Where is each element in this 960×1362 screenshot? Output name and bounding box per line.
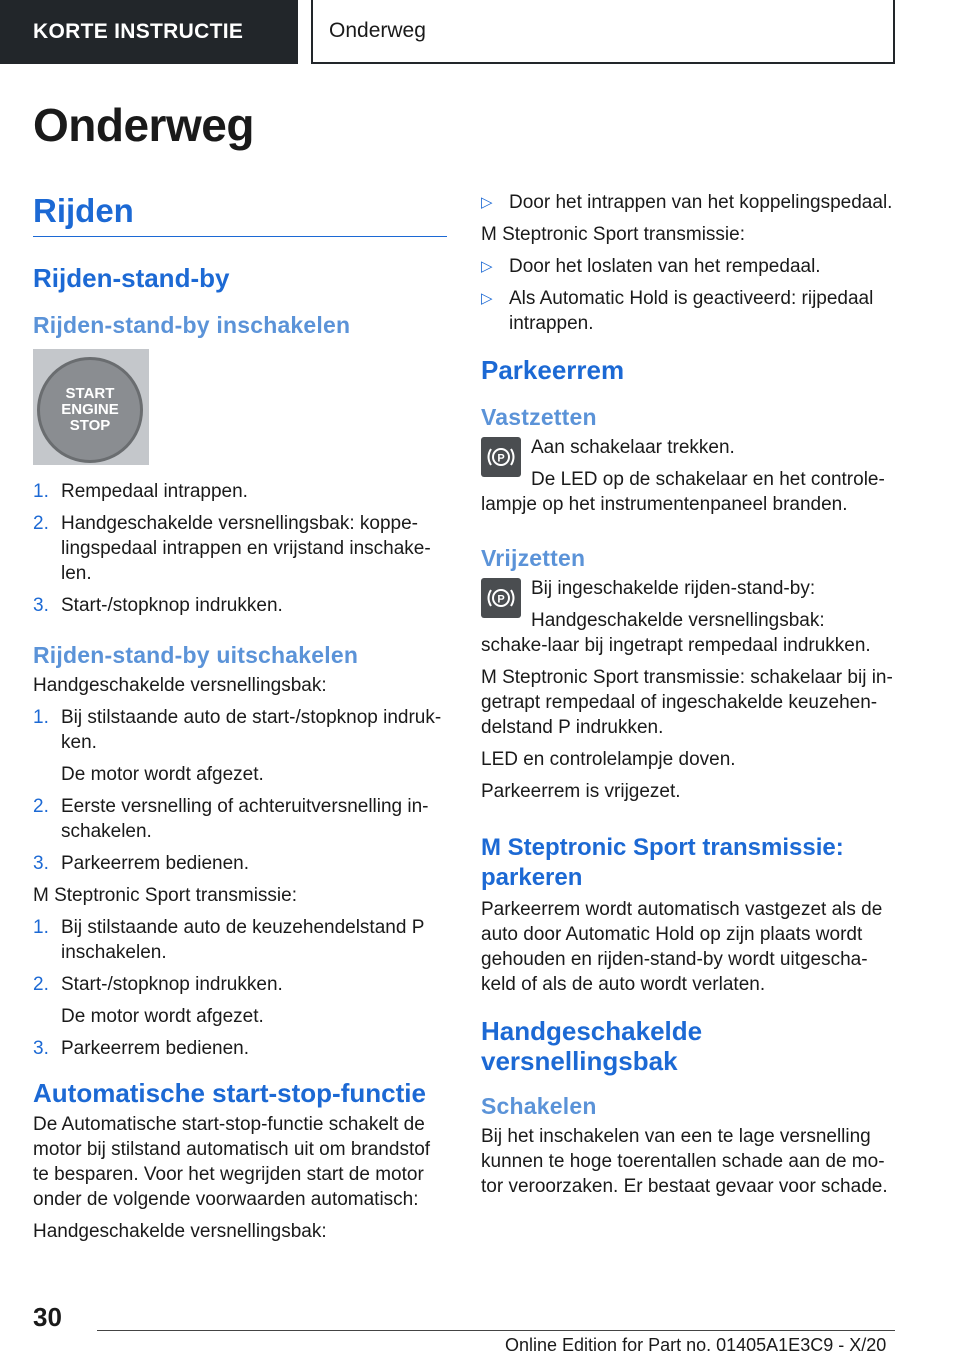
heading-standby: Rijden-stand-by [33, 263, 230, 293]
auto-start-stop-manual: Handgeschakelde versnellingsbak: [33, 1221, 327, 1242]
left-column [33, 190, 447, 1251]
schakelen-text: Bij het inschakelen van een te lage versnelling kunnen te hoge toerentallen schade aan de mo-tor veroorzaken. Er bestaat gevaar voor schade. [481, 1126, 888, 1197]
chapter-tab [311, 0, 895, 64]
svg-text:P: P [497, 452, 505, 465]
parking-set-line1: Aan schakelaar trekken. [531, 437, 735, 458]
list-item: 1. Bij stilstaande auto de keuzehendelstand P inschakelen. [33, 917, 425, 963]
parking-release-line2: Handgeschakelde versnellingsbak: schake-laar bij ingetrapt rempedaal indrukken. [481, 610, 871, 656]
list-item: 2. Start-/stopknop indrukken. De motor wordt afgezet. [33, 972, 447, 1029]
steptronic-intro: M Steptronic Sport transmissie: [481, 224, 745, 245]
heading-vrijzetten: Vrijzetten [481, 545, 586, 571]
heading-schakelen: Schakelen [481, 1093, 597, 1119]
edition-label: Online Edition for Part no. 01405A1E3C9 - X/20 [505, 1335, 887, 1355]
button-text-start: START [65, 385, 115, 402]
list-item: 2. Eerste versnelling of achteruitversnelling in-schakelen. [33, 796, 429, 842]
parking-release-line5: Parkeerrem is vrijgezet. [481, 781, 681, 802]
manual-bullets [481, 190, 895, 215]
list-item: 1. Bij stilstaande auto de start-/stopknop indruk-ken. De motor wordt afgezet. [33, 705, 447, 787]
step-note: De motor wordt afgezet. [61, 764, 264, 785]
heading-manual-gearbox: Handgeschakelde versnellingsbak [481, 1016, 703, 1076]
start-engine-stop-button-image [33, 349, 149, 465]
heading-standby-off: Rijden-stand-by uitschakelen [33, 642, 359, 668]
list-item: 3. Parkeerrem bedienen. [33, 1038, 249, 1059]
step-note: De motor wordt afgezet. [61, 1006, 264, 1027]
standby-on-steps [33, 479, 447, 618]
button-text-stop: STOP [69, 417, 111, 434]
list-item: 3. Parkeerrem bedienen. [33, 853, 249, 874]
triangle-bullet-icon: ▷ [481, 290, 493, 307]
parking-brake-set-block [481, 435, 895, 524]
parking-release-line1: Bij ingeschakelde rijden-stand-by: [531, 578, 816, 599]
list-item: 2. Handgeschakelde versnellingsbak: koppe-lingspedaal intrappen en vrijstand inschake-len. [33, 513, 431, 584]
parking-release-line3: M Steptronic Sport transmissie: schakelaar bij in-getrapt rempedaal of ingeschakelde keuzehen-delstand P indrukken. [481, 667, 893, 738]
heading-vastzetten: Vastzetten [481, 404, 597, 430]
parking-brake-icon [481, 578, 521, 618]
heading-steptronic-parking: M Steptronic Sport transmissie: parkeren [481, 834, 844, 891]
manual-intro: Handgeschakelde versnellingsbak: [33, 675, 327, 696]
list-item: ▷ Als Automatic Hold is geactiveerd: rijpedaal intrappen. [481, 288, 874, 334]
steptronic-steps [33, 915, 447, 1061]
heading-standby-on: Rijden-stand-by inschakelen [33, 312, 351, 338]
triangle-bullet-icon: ▷ [481, 194, 493, 211]
heading-rijden: Rijden [33, 190, 447, 237]
heading-auto-start-stop: Automatische start-stop-functie [33, 1078, 426, 1108]
list-item: ▷ Door het intrappen van het koppelingspedaal. [481, 192, 893, 213]
auto-start-stop-text: De Automatische start-stop-functie schakelt de motor bij stilstand automatisch uit om brandstof te besparen. Voor het wegrijden start de motor onder de volgende voorwaarden automatisch: [33, 1114, 431, 1210]
svg-text:P: P [497, 593, 505, 606]
section-tab [0, 0, 298, 64]
steptronic-intro: M Steptronic Sport transmissie: [33, 885, 297, 906]
start-button-ring [37, 357, 143, 463]
section-label: KORTE INSTRUCTIE [33, 20, 244, 43]
page-number: 30 [33, 1302, 62, 1332]
parking-release-line4: LED en controlelampje doven. [481, 749, 736, 770]
parking-set-line2: De LED op de schakelaar en het controle-lampje op het instrumentenpaneel branden. [481, 469, 885, 515]
standby-off-steps [33, 705, 447, 876]
parking-brake-icon [481, 437, 521, 477]
heading-parking-brake: Parkeerrem [481, 355, 625, 385]
page-title: Onderweg [33, 99, 254, 151]
parking-brake-release-block [481, 576, 895, 665]
steptronic-parking-text: Parkeerrem wordt automatisch vastgezet als de auto door Automatic Hold op zijn plaats wordt gehouden en rijden-stand-by wordt uitgescha-keld of als de auto wordt verlaten. [481, 899, 883, 995]
chapter-label: Onderweg [329, 19, 426, 42]
triangle-bullet-icon: ▷ [481, 258, 493, 275]
footer-divider [97, 1330, 895, 1331]
steptronic-bullets [481, 254, 895, 336]
list-item: 1. Rempedaal intrappen. [33, 481, 248, 502]
list-item: ▷ Door het loslaten van het rempedaal. [481, 256, 821, 277]
button-text-engine: ENGINE [61, 401, 119, 418]
list-item: 3. Start-/stopknop indrukken. [33, 595, 283, 616]
right-column [481, 190, 895, 1206]
